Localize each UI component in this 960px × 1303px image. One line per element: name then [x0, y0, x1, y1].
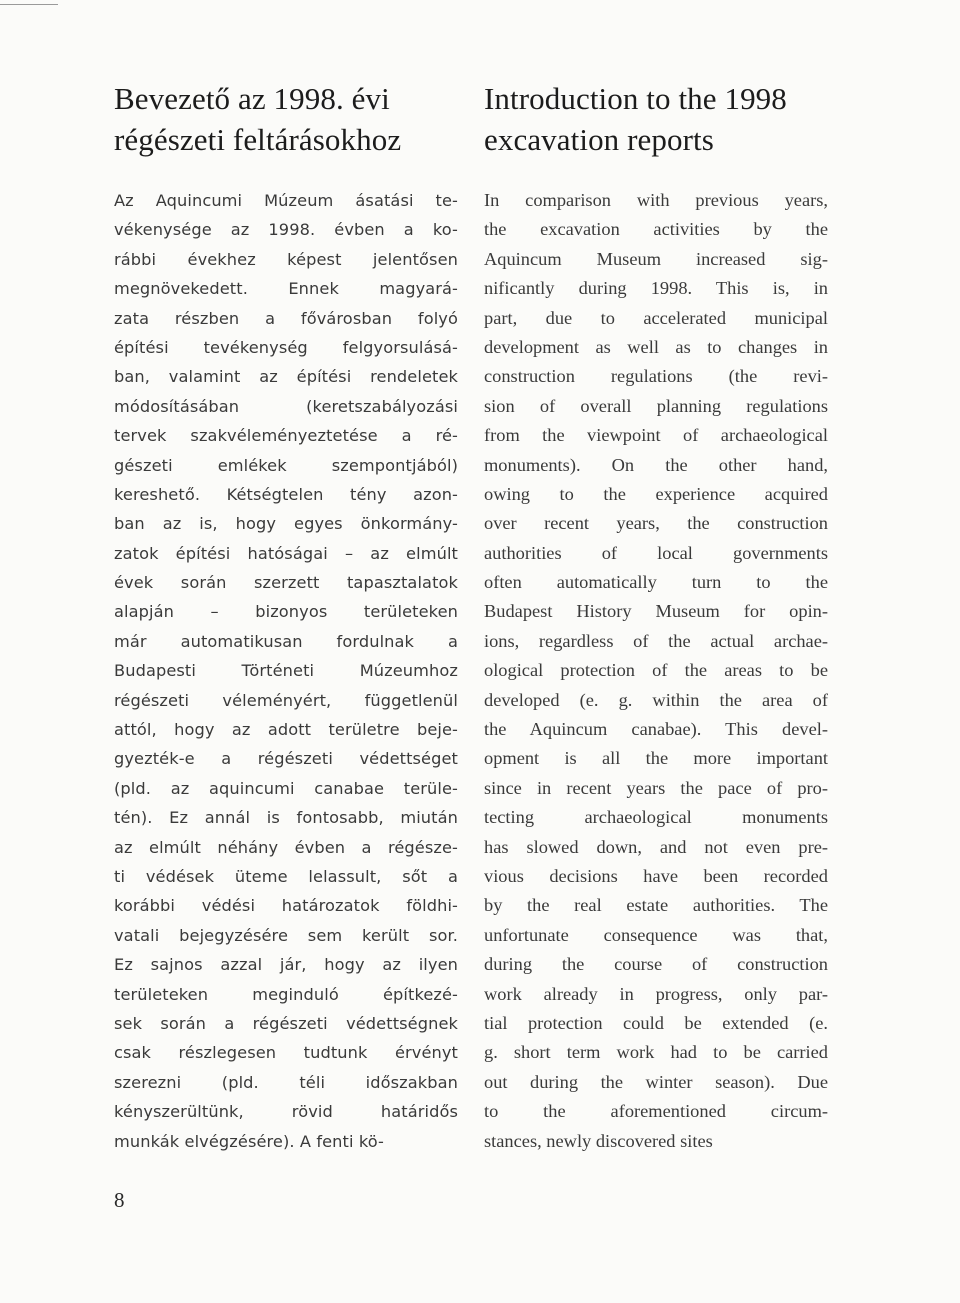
body-line: g. short term work had to be carried	[484, 1042, 828, 1063]
top-rule	[0, 4, 58, 5]
body-line: development as well as to changes in	[484, 336, 828, 357]
body-line: zata részben a fővárosban folyó	[114, 308, 458, 328]
body-line: out during the winter season). Due	[484, 1071, 828, 1092]
body-line: has slowed down, and not even pre-	[484, 836, 828, 857]
body-line: régészeti véleményért, függetlenül	[114, 690, 458, 710]
body-line: nificantly during 1998. This is, in	[484, 278, 828, 299]
body-line: zatok építési hatóságai – az elmúlt	[114, 543, 458, 563]
english-title	[484, 78, 828, 160]
body-line: In comparison with previous years,	[484, 190, 828, 210]
hungarian-column	[114, 78, 458, 1151]
body-line: owing to the experience acquired	[484, 483, 828, 504]
body-line: rábbi évekhez képest jelentősen	[114, 249, 458, 269]
body-line: ban az is, hogy egyes önkormány-	[114, 514, 458, 534]
english-body-text	[484, 186, 828, 1156]
hungarian-title	[114, 78, 458, 160]
body-line: ban, valamint az építési rendeletek	[114, 367, 458, 387]
body-line: often automatically turn to the	[484, 572, 828, 593]
hungarian-body-text	[114, 186, 458, 1156]
body-line: munkák elvégzésére). A fenti kö-	[114, 1131, 384, 1151]
body-line: vious decisions have been recorded	[484, 865, 828, 886]
body-line: part, due to accelerated municipal	[484, 307, 828, 328]
body-line: over recent years, the construction	[484, 513, 828, 534]
body-line: (pld. az aquincumi canabae terüle-	[114, 778, 458, 798]
body-line: monuments). On the other hand,	[484, 454, 828, 475]
body-line: from the viewpoint of archaeological	[484, 425, 828, 446]
body-line: Budapesti Történeti Múzeumhoz	[114, 661, 458, 681]
body-line: vatali bejegyzésére sem került sor.	[114, 925, 458, 945]
body-line: alapján – bizonyos területeken	[114, 602, 458, 622]
body-line: during the course of construction	[484, 954, 828, 975]
body-line: kereshető. Kétségtelen tény azon-	[114, 484, 458, 504]
body-line: szerezni (pld. téli időszakban	[114, 1072, 458, 1092]
body-line: ti védések üteme lelassult, sőt a	[114, 866, 458, 886]
body-line: tecting archaeological monuments	[484, 807, 828, 828]
body-line: stances, newly discovered sites	[484, 1130, 713, 1151]
page-number: 8	[114, 1188, 125, 1212]
body-line: authorities of local governments	[484, 542, 828, 563]
body-line: ions, regardless of the actual archae-	[484, 630, 828, 651]
body-line: to the aforementioned circum-	[484, 1101, 828, 1122]
body-line: the Aquincum canabae). This devel-	[484, 719, 828, 740]
body-line: építési tevékenység felgyorsulásá-	[114, 337, 458, 357]
english-column	[484, 78, 828, 1151]
title-line: Bevezető az 1998. évi	[114, 81, 390, 116]
body-line: by the real estate authorities. The	[484, 895, 828, 916]
body-line: unfortunate consequence was that,	[484, 924, 828, 945]
body-line: az elmúlt néhány évben a régésze-	[114, 837, 458, 857]
body-line: sion of overall planning regulations	[484, 395, 828, 416]
body-line: the excavation activities by the	[484, 219, 828, 240]
body-line: módosításában (keretszabályozási	[114, 396, 458, 416]
body-line: kényszerültünk, rövid határidős	[114, 1102, 458, 1122]
body-line: since in recent years the pace of pro-	[484, 777, 828, 798]
body-line: opment is all the more important	[484, 748, 828, 769]
title-line: Introduction to the 1998	[484, 81, 787, 116]
body-line: tervek szakvéleményeztetése a ré-	[114, 426, 458, 446]
body-line: megnövekedett. Ennek magyará-	[114, 279, 458, 299]
body-line: vékenysége az 1998. évben a ko-	[114, 220, 458, 240]
body-line: ological protection of the areas to be	[484, 660, 828, 681]
body-line: Budapest History Museum for opin-	[484, 601, 828, 622]
body-line: már automatikusan fordulnak a	[114, 631, 458, 651]
body-line: tén). Ez annál is fontosabb, miután	[114, 808, 458, 828]
body-line: work already in progress, only par-	[484, 983, 828, 1004]
body-line: évek során szerzett tapasztalatok	[114, 573, 458, 593]
body-line: sek során a régészeti védettségnek	[114, 1013, 458, 1033]
body-line: developed (e. g. within the area of	[484, 689, 828, 710]
body-line: Ez sajnos azzal jár, hogy az ilyen	[114, 955, 458, 975]
body-line: Az Aquincumi Múzeum ásatási te-	[114, 191, 458, 210]
title-line: excavation reports	[484, 122, 714, 157]
body-line: területeken meginduló építkezé-	[114, 984, 458, 1004]
title-line: régészeti feltárásokhoz	[114, 122, 402, 157]
body-line: korábbi védési határozatok földhi-	[114, 896, 458, 916]
body-line: tial protection could be extended (e.	[484, 1012, 828, 1033]
body-line: csak részlegesen tudtunk érvényt	[114, 1043, 458, 1063]
body-line: Aquincum Museum increased sig-	[484, 248, 828, 269]
body-line: attól, hogy az adott területre beje-	[114, 720, 458, 740]
body-line: construction regulations (the revi-	[484, 366, 828, 387]
body-line: gészeti emlékek szempontjából)	[114, 455, 458, 475]
body-line: gyezték-e a régészeti védettséget	[114, 749, 458, 769]
